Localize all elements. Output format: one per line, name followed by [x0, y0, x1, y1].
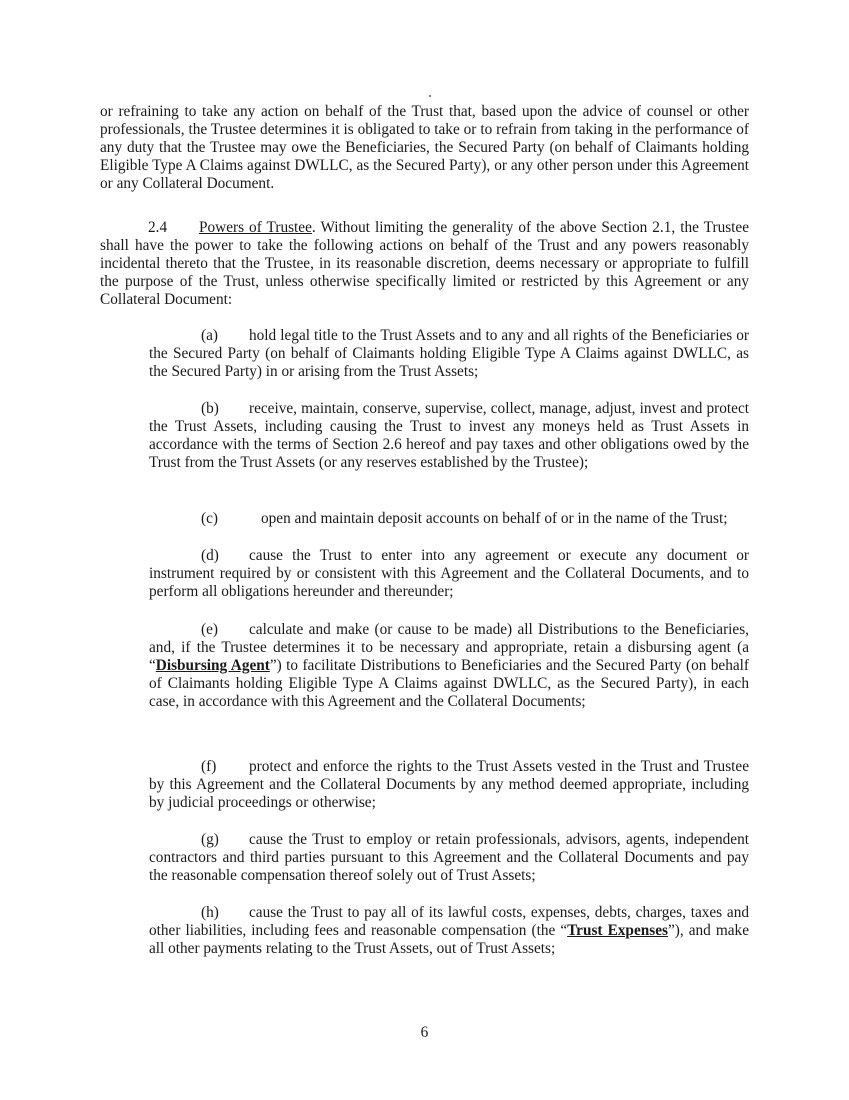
paragraph-carryover — [100, 103, 749, 193]
list-item-e — [149, 621, 749, 711]
section-2-4 — [100, 219, 749, 309]
paragraph-text: or refraining to take any action on behalf of the Trust that, based upon the advice of counsel or other professionals, the Trustee determines it is obligated to take or to refrain from taking in the performance of any duty that the Trustee may owe the Beneficiaries, the Secured Party (on behalf of Claimants holding Eligible Type A Claims against DWLLC, as the Secured Party), or any other person under this Agreement or any Collateral Document. — [100, 103, 749, 192]
list-item-label: (h) — [201, 904, 219, 921]
section-heading: Powers of Trustee — [199, 219, 312, 236]
defined-term: Disbursing Agent — [155, 657, 270, 674]
list-item-a — [149, 327, 749, 381]
list-item-c — [149, 510, 749, 528]
list-item-text: protect and enforce the rights to the Trust Assets vested in the Trust and Trustee by this Agreement and the Collateral Documents by any method deemed appropriate, including by judicial proceedings or otherwise; — [149, 758, 749, 811]
list-item-label: (b) — [201, 400, 219, 417]
page-number: 6 — [420, 1024, 429, 1041]
list-item-d — [149, 547, 749, 601]
section-number: 2.4 — [148, 219, 168, 236]
list-item-label: (e) — [201, 621, 218, 638]
list-item-label: (c) — [201, 510, 218, 527]
list-item-text: cause the Trust to pay all of its lawful costs, expenses, debts, charges, taxes and other liabilities, including fees and reasonable compensation (the “ — [149, 904, 749, 939]
list-item-label: (f) — [201, 758, 217, 775]
list-item-text: cause the Trust to employ or retain professionals, advisors, agents, independent contractors and third parties pursuant to this Agreement and the Collateral Documents and pay the reasonable compensation thereof solely out of Trust Assets; — [149, 831, 749, 884]
list-item-text: cause the Trust to enter into any agreement or execute any document or instrument required by or consistent with this Agreement and the Collateral Documents, and to perform all obligations hereunder and thereunder; — [149, 547, 749, 600]
list-item-label: (g) — [201, 831, 219, 848]
list-item-g — [149, 831, 749, 885]
list-item-h — [149, 904, 749, 958]
list-item-text: open and maintain deposit accounts on behalf of or in the name of the Trust; — [261, 510, 728, 527]
list-item-f — [149, 758, 749, 812]
list-item-text-after: ”) to facilitate Distributions to Beneficiaries and the Secured Party (on behalf of Claimants holding Eligible Type A Claims against DWLLC, as the Secured Party), in each case, in accordance with this Agreement and the Collateral Documents; — [149, 657, 749, 710]
list-item-label: (d) — [201, 547, 219, 564]
list-item-b — [149, 400, 749, 472]
section-body: . Without limiting the generality of the above Section 2.1, the Trustee shall have the power to take the following actions on behalf of the Trust and any powers reasonably incidental thereto that the Trustee, in its reasonable discretion, deems necessary or appropriate to fulfill the purpose of the Trust, unless otherwise specifically limited or restricted by this Agreement or any Collateral Document: — [100, 219, 750, 308]
list-item-text: hold legal title to the Trust Assets and to any and all rights of the Beneficiaries or the Secured Party (on behalf of Claimants holding Eligible Type A Claims against DWLLC, as the Secured Party) in or arising from the Trust Assets; — [149, 327, 749, 380]
defined-term: Trust Expenses — [567, 922, 668, 939]
list-item-label: (a) — [201, 327, 218, 344]
stray-mark — [429, 95, 431, 97]
list-item-text-after: ”), and make all other payments relating to the Trust Assets, out of Trust Assets; — [149, 922, 749, 957]
list-item-text: receive, maintain, conserve, supervise, collect, manage, adjust, invest and protect the Trust Assets, including causing the Trust to invest any moneys held as Trust Assets in accordance with the terms of Section 2.6 hereof and pay taxes and other obligations owed by the Trust from the Trust Assets (or any reserves established by the Trustee); — [149, 400, 749, 471]
list-item-text: calculate and make (or cause to be made) all Distributions to the Beneficiaries, and, if the Trustee determines it to be necessary and appropriate, retain a disbursing agent (a “ — [149, 621, 749, 674]
